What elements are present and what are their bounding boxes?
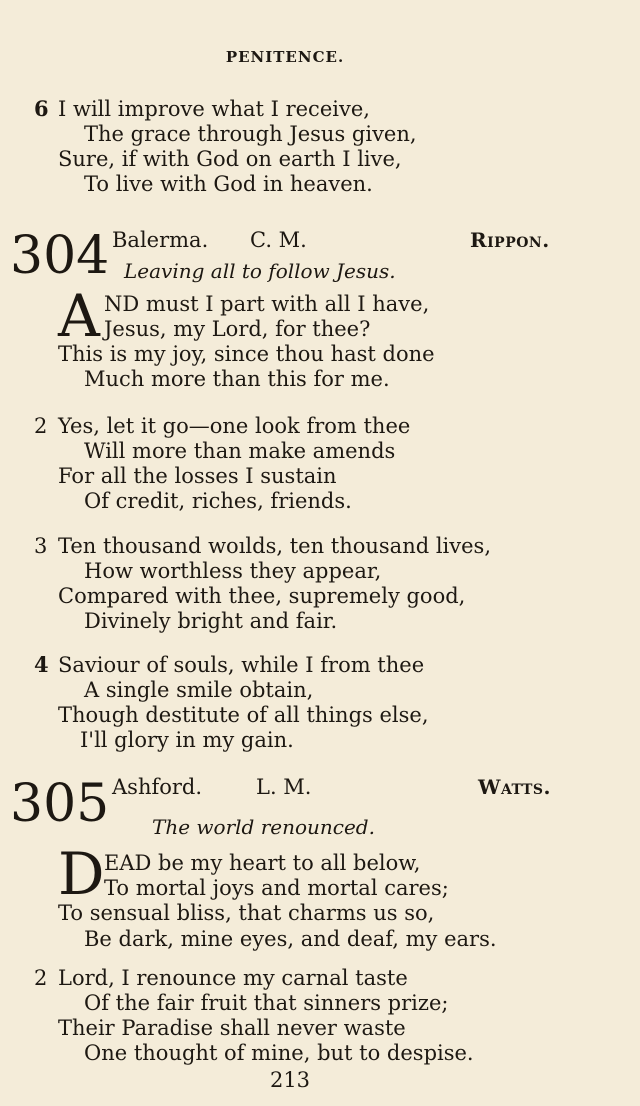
verse-line: To mortal joys and mortal cares;	[104, 876, 449, 900]
verse-line: To live with God in heaven.	[84, 172, 373, 196]
page-number: 213	[269, 1068, 311, 1092]
verse-line: Of credit, riches, friends.	[84, 489, 352, 513]
verse-line: For all the losses I sustain	[58, 464, 337, 488]
hymn-subtitle: Leaving all to follow Jesus.	[124, 259, 396, 283]
verse-line: Ten thousand woılds, ten thousand lives,	[58, 534, 492, 558]
stanza-number: 4	[34, 652, 49, 677]
verse-line: How worthless they appear,	[84, 559, 382, 583]
stanza-number: 3	[34, 534, 48, 558]
meter: C. M.	[250, 228, 307, 252]
verse-line: EAD be my heart to all below,	[104, 851, 421, 875]
stanza-number: 2	[34, 966, 48, 990]
verse-line: Be dark, mine eyes, and deaf, my ears.	[84, 927, 497, 951]
verse-line: Their Paradise shall never waste	[58, 1016, 406, 1040]
verse-line: A single smile obtain,	[84, 678, 314, 702]
verse-line: This is my joy, since thou hast done	[58, 342, 435, 366]
verse-line: Will more than make amends	[84, 439, 396, 463]
verse-line: Sure, if with God on earth I live,	[58, 147, 402, 171]
verse-line: Of the fair fruit that sinners prize;	[84, 991, 449, 1015]
verse-line: Compared with thee, supremely good,	[58, 584, 466, 608]
verse-line: Though destitute of all things else,	[58, 703, 429, 727]
verse-line: I'll glory in my gain.	[80, 728, 294, 752]
drop-capital: A	[58, 282, 100, 350]
verse-line: One thought of mine, but to despise.	[84, 1041, 474, 1065]
hymn-subtitle: The world renounced.	[152, 815, 375, 839]
verse-line: Saviour of souls, while I from thee	[58, 653, 425, 677]
tune-name: Balerma.	[112, 228, 209, 252]
meter: L. M.	[256, 775, 312, 799]
author: Rippon.	[470, 228, 550, 252]
stanza-number: 6	[34, 96, 49, 121]
drop-capital: D	[58, 840, 105, 908]
verse-line: The grace through Jesus given,	[84, 122, 417, 146]
verse-line: Much more than this for me.	[84, 367, 390, 391]
verse-line: To sensual bliss, that charms us so,	[58, 901, 435, 925]
stanza-number: 2	[34, 414, 48, 438]
tune-name: Ashford.	[112, 775, 203, 799]
verse-line: Lord, I renounce my carnal taste	[58, 966, 408, 990]
verse-line: ND must I part with all I have,	[104, 292, 430, 316]
hymn-number: 304	[10, 226, 110, 286]
verse-line: Jesus, my Lord, for thee?	[104, 317, 371, 341]
verse-line: Yes, let it go—one look from thee	[58, 414, 411, 438]
verse-line: I will improve what I receive,	[58, 97, 370, 121]
hymn-number: 305	[10, 774, 110, 834]
author: Watts.	[478, 775, 551, 799]
verse-line: Divinely bright and fair.	[84, 609, 338, 633]
running-head: PENITENCE.	[225, 48, 345, 66]
